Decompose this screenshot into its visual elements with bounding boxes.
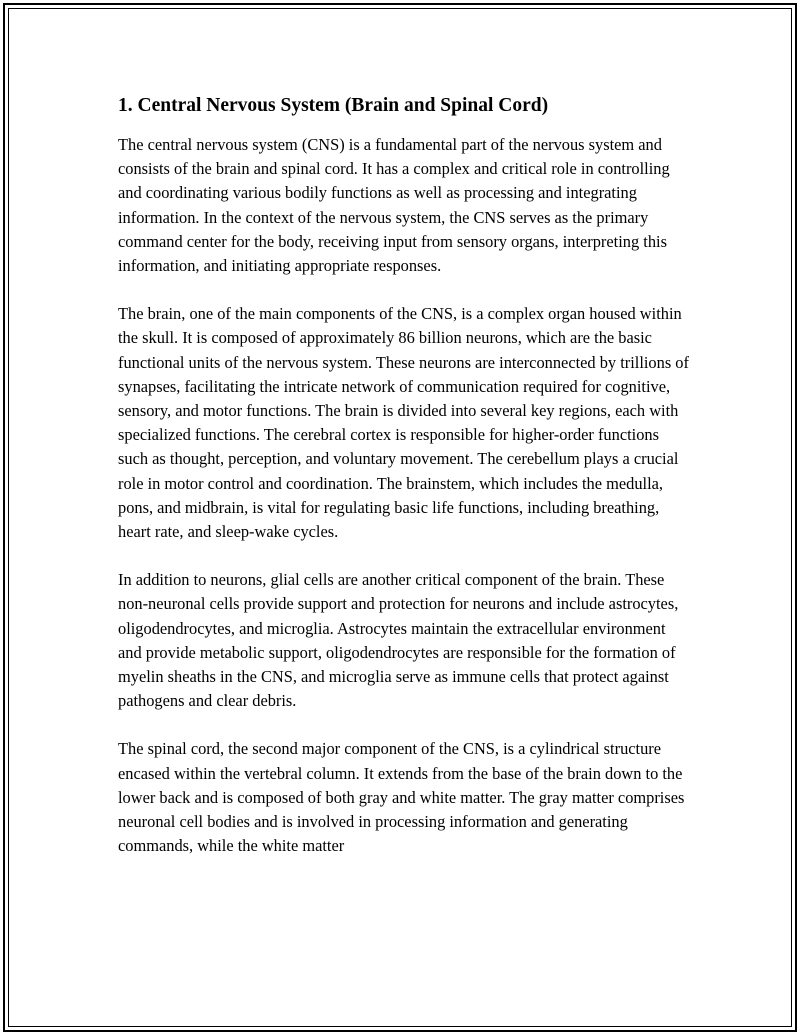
paragraph-cns-overview: The central nervous system (CNS) is a fundamental part of the nervous system and consists of the brain and spinal cord. It has a complex and critical role in controlling and coordinating various bodily functions as well as processing and integrating information. In the context of the nervous system, the CNS serves as the primary command center for the body, receiving input from sensory organs, interpreting this information, and initiating appropriate responses. xyxy=(118,135,670,276)
paragraph-brain: The brain, one of the main components of the CNS, is a complex organ housed within the skull. It is composed of approximately 86 billion neurons, which are the basic functional units of the nervous system. These neurons are interconnected by trillions of synapses, facilitating the intricate network of communication required for cognitive, sensory, and motor functions. The brain is divided into several key regions, each with specialized functions. The cerebral cortex is responsible for higher-order functions such as thought, perception, and voluntary movement. The cerebellum plays a crucial role in motor control and coordination. The brainstem, which includes the medulla, pons, and midbrain, is vital for regulating basic life functions, including breathing, heart rate, and sleep-wake cycles. xyxy=(118,304,689,542)
paragraph-spinal-cord: The spinal cord, the second major component of the CNS, is a cylindrical structure encased within the vertebral column. It extends from the base of the brain down to the lower back and is composed of both gray and white matter. The gray matter comprises neuronal cell bodies and is involved in processing information and generating commands, while the white matter xyxy=(118,739,685,856)
paragraph-glial-cells: In addition to neurons, glial cells are another critical component of the brain. These non-neuronal cells provide support and protection for neurons and include astrocytes, oligodendrocytes, and microglia. Astrocytes maintain the extracellular environment and provide metabolic support, oligodendrocytes are responsible for the formation of myelin sheaths in the CNS, and microglia serve as immune cells that protect against pathogens and clear debris. xyxy=(118,570,679,711)
document-body xyxy=(118,93,690,882)
section-heading: 1. Central Nervous System (Brain and Spinal Cord) xyxy=(118,95,549,116)
